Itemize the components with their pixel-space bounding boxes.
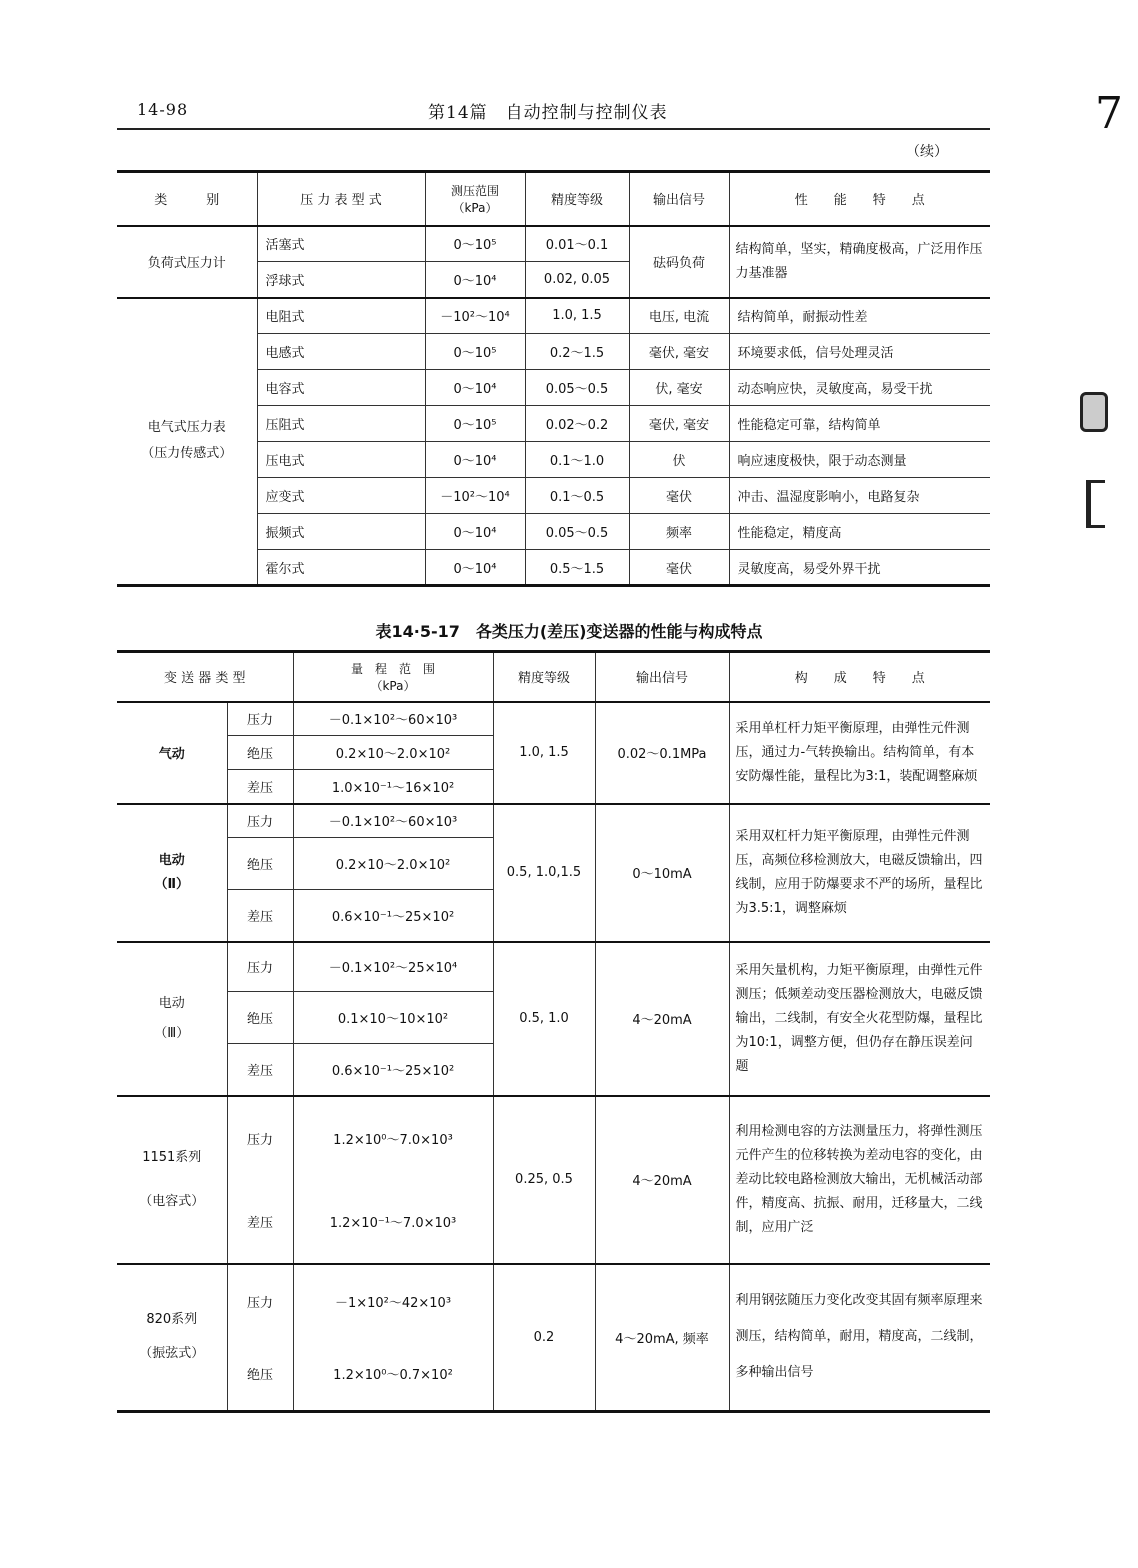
page-number: 14-98 (137, 100, 189, 119)
output-cell: 0～10mA (595, 804, 729, 942)
type-cell: 电感式 (257, 334, 425, 370)
kind-cell: 压力 (227, 1264, 293, 1338)
range-cell: 0～10⁴ (425, 550, 525, 586)
range-cell: 0.2×10～2.0×10² (293, 838, 493, 890)
feature-cell: 灵敏度高，易受外界干扰 (729, 550, 990, 586)
range-cell: 0.6×10⁻¹～25×10² (293, 1044, 493, 1096)
feature-cell: 性能稳定，精度高 (729, 514, 990, 550)
output-cell: 伏 (629, 442, 729, 478)
accuracy-cell: 0.2～1.5 (525, 334, 629, 370)
range-cell: －1×10²～42×10³ (293, 1264, 493, 1338)
kind-cell: 绝压 (227, 736, 293, 770)
feature-cell: 采用矢量机构，力矩平衡原理，由弹性元件测压；低频差动变压器检测放大，电磁反馈输出，二线制，有安全火花型防爆，量程比为10:1，调整方便，但仍存在静压误差问题 (729, 942, 990, 1096)
col-header-output: 输出信号 (629, 172, 729, 226)
col-header-type: 变 送 器 类 型 (117, 652, 293, 702)
type-cell: 电容式 (257, 370, 425, 406)
kind-cell: 压力 (227, 942, 293, 992)
output-cell: 电压, 电流 (629, 298, 729, 334)
range-cell: 1.0×10⁻¹～16×10² (293, 770, 493, 804)
table-row (117, 1264, 990, 1338)
col-header-accuracy: 精度等级 (493, 652, 595, 702)
output-cell: 毫伏, 毫安 (629, 406, 729, 442)
group-name-cell: 气动 (117, 702, 227, 804)
range-cell: 0～10⁴ (425, 514, 525, 550)
output-cell: 砝码负荷 (629, 226, 729, 298)
group-name-cell: 电动 （Ⅲ） (117, 942, 227, 1096)
output-cell: 4～20mA, 频率 (595, 1264, 729, 1412)
col-header-feature: 构 成 特 点 (729, 652, 990, 702)
accuracy-cell: 0.5, 1.0 (493, 942, 595, 1096)
group-name-cell: 820系列 （振弦式） (117, 1264, 227, 1412)
table-row (117, 226, 990, 262)
accuracy-cell: 0.05～0.5 (525, 370, 629, 406)
range-cell: 1.2×10⁻¹～7.0×10³ (293, 1180, 493, 1264)
kind-cell: 绝压 (227, 838, 293, 890)
table-header-row (117, 652, 990, 702)
type-cell: 霍尔式 (257, 550, 425, 586)
category-cell: 电气式压力表 （压力传感式） (117, 298, 257, 586)
group-name-cell: 电动 （Ⅱ） (117, 804, 227, 942)
accuracy-cell: 1.0, 1.5 (525, 298, 629, 334)
accuracy-cell: 0.25, 0.5 (493, 1096, 595, 1264)
range-cell: 1.2×10⁰～7.0×10³ (293, 1096, 493, 1180)
col-header-feature: 性 能 特 点 (729, 172, 990, 226)
range-cell: －0.1×10²～60×10³ (293, 702, 493, 736)
output-cell: 伏, 毫安 (629, 370, 729, 406)
col-header-output: 输出信号 (595, 652, 729, 702)
chapter-title: 第14篇 自动控制与控制仪表 (428, 103, 668, 123)
range-cell: －0.1×10²～25×10⁴ (293, 942, 493, 992)
group-name-cell: 1151系列 （电容式） (117, 1096, 227, 1264)
feature-cell: 采用单杠杆力矩平衡原理，由弹性元件测压，通过力-气转换输出。结构简单，有本安防爆性能，量程比为3:1，装配调整麻烦 (729, 702, 990, 804)
type-cell: 浮球式 (257, 262, 425, 298)
range-cell: 0～10⁵ (425, 334, 525, 370)
col-header-range: 测压范围 （kPa） (425, 172, 525, 226)
col-header-accuracy: 精度等级 (525, 172, 629, 226)
feature-cell: 冲击、温湿度影响小，电路复杂 (729, 478, 990, 514)
accuracy-cell: 0.02, 0.05 (525, 262, 629, 298)
continued-label: （续） (906, 144, 948, 160)
col-header-category: 类 别 (117, 172, 257, 226)
pressure-gauge-table (117, 170, 990, 587)
transmitter-table (117, 650, 990, 1413)
range-cell: 0～10⁴ (425, 442, 525, 478)
accuracy-cell: 0.1～0.5 (525, 478, 629, 514)
feature-cell: 性能稳定可靠，结构简单 (729, 406, 990, 442)
feature-cell: 利用钢弦随压力变化改变其固有频率原理来测压，结构简单，耐用，精度高，二线制，多种输出信号 (729, 1264, 990, 1412)
corner-handwritten-mark: 7 (1095, 88, 1123, 139)
kind-cell: 绝压 (227, 1338, 293, 1412)
col-header-type: 压 力 表 型 式 (257, 172, 425, 226)
kind-cell: 差压 (227, 1180, 293, 1264)
accuracy-cell: 0.2 (493, 1264, 595, 1412)
header-rule (117, 128, 990, 130)
table-row (117, 942, 990, 992)
range-cell: －10²～10⁴ (425, 298, 525, 334)
accuracy-cell: 0.02～0.2 (525, 406, 629, 442)
type-cell: 压电式 (257, 442, 425, 478)
table-row (117, 298, 990, 334)
accuracy-cell: 0.01～0.1 (525, 226, 629, 262)
feature-cell: 环境要求低，信号处理灵活 (729, 334, 990, 370)
range-cell: 0～10⁴ (425, 262, 525, 298)
range-cell: －0.1×10²～60×10³ (293, 804, 493, 838)
feature-cell: 响应速度极快，限于动态测量 (729, 442, 990, 478)
type-cell: 电阻式 (257, 298, 425, 334)
feature-cell: 利用检测电容的方法测量压力，将弹性测压元件产生的位移转换为差动电容的变化，由差动比较电路检测放大输出，无机械活动部件，精度高、抗振、耐用，迁移量大，二线制，应用广泛 (729, 1096, 990, 1264)
feature-cell: 动态响应快，灵敏度高，易受干扰 (729, 370, 990, 406)
kind-cell: 差压 (227, 770, 293, 804)
output-cell: 频率 (629, 514, 729, 550)
feature-cell: 结构简单，坚实，精确度极高，广泛用作压力基准器 (729, 226, 990, 298)
output-cell: 0.02～0.1MPa (595, 702, 729, 804)
feature-cell: 采用双杠杆力矩平衡原理，由弹性元件测压，高频位移检测放大，电磁反馈输出，四线制，应用于防爆要求不严的场所，量程比为3.5:1，调整麻烦 (729, 804, 990, 942)
range-cell: －10²～10⁴ (425, 478, 525, 514)
category-cell: 负荷式压力计 (117, 226, 257, 298)
table-row (117, 702, 990, 736)
kind-cell: 压力 (227, 1096, 293, 1180)
output-cell: 4～20mA (595, 1096, 729, 1264)
kind-cell: 差压 (227, 1044, 293, 1096)
range-cell: 1.2×10⁰～0.7×10² (293, 1338, 493, 1412)
range-cell: 0.2×10～2.0×10² (293, 736, 493, 770)
table-header-row (117, 172, 990, 226)
range-cell: 0.1×10～10×10² (293, 992, 493, 1044)
output-cell: 毫伏 (629, 550, 729, 586)
accuracy-cell: 0.5, 1.0,1.5 (493, 804, 595, 942)
range-cell: 0～10⁵ (425, 406, 525, 442)
kind-cell: 差压 (227, 890, 293, 942)
margin-mark-bracket (1086, 480, 1105, 528)
feature-cell: 结构简单，耐振动性差 (729, 298, 990, 334)
accuracy-cell: 0.05～0.5 (525, 514, 629, 550)
range-cell: 0.6×10⁻¹～25×10² (293, 890, 493, 942)
table-row (117, 1096, 990, 1180)
col-header-range: 量 程 范 围 （kPa） (293, 652, 493, 702)
kind-cell: 压力 (227, 702, 293, 736)
table-row (117, 804, 990, 838)
table-title: 表14·5-17 各类压力(差压)变送器的性能与构成特点 (375, 622, 763, 641)
output-cell: 毫伏, 毫安 (629, 334, 729, 370)
type-cell: 压阻式 (257, 406, 425, 442)
accuracy-cell: 0.5～1.5 (525, 550, 629, 586)
range-cell: 0～10⁴ (425, 370, 525, 406)
output-cell: 毫伏 (629, 478, 729, 514)
type-cell: 振频式 (257, 514, 425, 550)
type-cell: 应变式 (257, 478, 425, 514)
margin-mark-tab (1080, 392, 1108, 432)
accuracy-cell: 1.0, 1.5 (493, 702, 595, 804)
type-cell: 活塞式 (257, 226, 425, 262)
accuracy-cell: 0.1～1.0 (525, 442, 629, 478)
range-cell: 0～10⁵ (425, 226, 525, 262)
output-cell: 4～20mA (595, 942, 729, 1096)
kind-cell: 压力 (227, 804, 293, 838)
kind-cell: 绝压 (227, 992, 293, 1044)
